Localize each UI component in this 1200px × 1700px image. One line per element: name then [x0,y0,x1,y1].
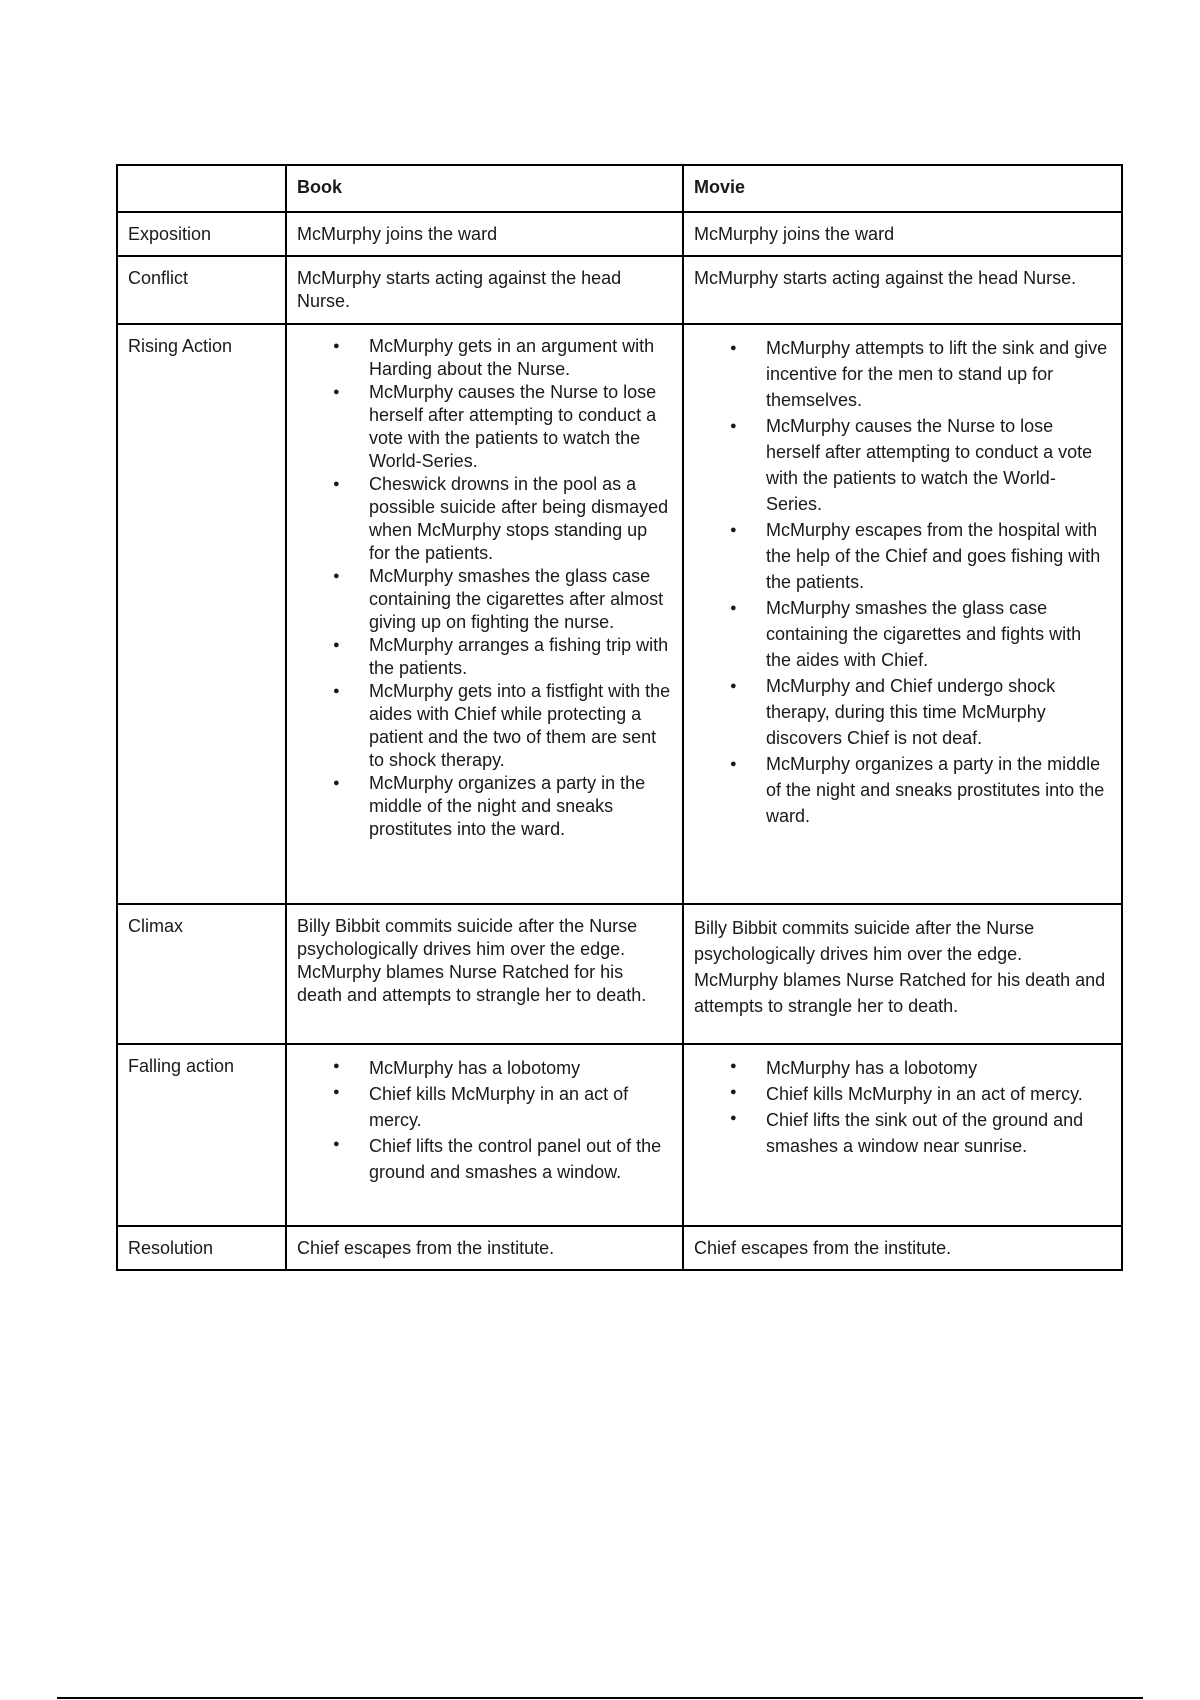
page-bottom-rule [57,1697,1143,1699]
resolution-book-cell: Chief escapes from the institute. [286,1226,683,1270]
list-item: ● McMurphy causes the Nurse to lose herself after attempting to conduct a vote with the patients to watch the World-Series. [369,381,672,473]
list-item: ● Chief kills McMurphy in an act of mercy. [369,1081,672,1133]
row-exposition [117,212,1122,256]
list-item: ● McMurphy arranges a fishing trip with the patients. [369,634,672,680]
list-item: ● McMurphy causes the Nurse to lose herself after attempting to conduct a vote with the patients to watch the World-Series. [766,413,1111,517]
row-conflict [117,256,1122,324]
row-label-climax: Climax [117,904,286,1044]
list-item: ● McMurphy smashes the glass case containing the cigarettes after almost giving up on fighting the nurse. [369,565,672,634]
falling-action-book-list [297,1055,672,1185]
climax-book-cell: Billy Bibbit commits suicide after the Nurse psychologically drives him over the edge. McMurphy blames Nurse Ratched for his death and attempts to strangle her to death. [286,904,683,1044]
conflict-book-cell: McMurphy starts acting against the head Nurse. [286,256,683,324]
list-item: ● McMurphy has a lobotomy [369,1055,672,1081]
row-label-rising-action: Rising Action [117,324,286,904]
rising-action-movie-cell [683,324,1122,904]
list-item: ● McMurphy and Chief undergo shock therapy, during this time McMurphy discovers Chief is not deaf. [766,673,1111,751]
list-item: ● Cheswick drowns in the pool as a possible suicide after being dismayed when McMurphy stops standing up for the patients. [369,473,672,565]
list-item: ● McMurphy organizes a party in the middle of the night and sneaks prostitutes into the ward. [369,772,672,841]
header-movie: Movie [683,165,1122,212]
row-label-exposition: Exposition [117,212,286,256]
list-item: ● Chief lifts the control panel out of the ground and smashes a window. [369,1133,672,1185]
exposition-movie-cell: McMurphy joins the ward [683,212,1122,256]
list-item: ● McMurphy smashes the glass case containing the cigarettes and fights with the aides with Chief. [766,595,1111,673]
row-label-resolution: Resolution [117,1226,286,1270]
resolution-movie-cell: Chief escapes from the institute. [683,1226,1122,1270]
falling-action-book-cell [286,1044,683,1226]
falling-action-movie-list [694,1055,1111,1159]
list-item: ● McMurphy gets into a fistfight with the aides with Chief while protecting a patient and the two of them are sent to shock therapy. [369,680,672,772]
header-row [117,165,1122,212]
climax-movie-cell: Billy Bibbit commits suicide after the Nurse psychologically drives him over the edge. McMurphy blames Nurse Ratched for his death and attempts to strangle her to death. [683,904,1122,1044]
row-rising-action [117,324,1122,904]
exposition-book-cell: McMurphy joins the ward [286,212,683,256]
list-item: ● Chief kills McMurphy in an act of mercy. [766,1081,1111,1107]
rising-action-movie-list [694,335,1111,829]
row-label-falling-action: Falling action [117,1044,286,1226]
list-item: ● Chief lifts the sink out of the ground and smashes a window near sunrise. [766,1107,1111,1159]
header-blank-cell [117,165,286,212]
list-item: ● McMurphy escapes from the hospital with the help of the Chief and goes fishing with the patients. [766,517,1111,595]
falling-action-movie-cell [683,1044,1122,1226]
rising-action-book-list [297,335,672,841]
list-item: ● McMurphy attempts to lift the sink and give incentive for the men to stand up for themselves. [766,335,1111,413]
rising-action-book-cell [286,324,683,904]
row-climax [117,904,1122,1044]
list-item: ● McMurphy gets in an argument with Harding about the Nurse. [369,335,672,381]
list-item: ● McMurphy organizes a party in the middle of the night and sneaks prostitutes into the ward. [766,751,1111,829]
list-item: ● McMurphy has a lobotomy [766,1055,1111,1081]
book-vs-movie-table [116,164,1123,1271]
row-falling-action [117,1044,1122,1226]
conflict-movie-cell: McMurphy starts acting against the head Nurse. [683,256,1122,324]
row-resolution [117,1226,1122,1270]
header-book: Book [286,165,683,212]
row-label-conflict: Conflict [117,256,286,324]
